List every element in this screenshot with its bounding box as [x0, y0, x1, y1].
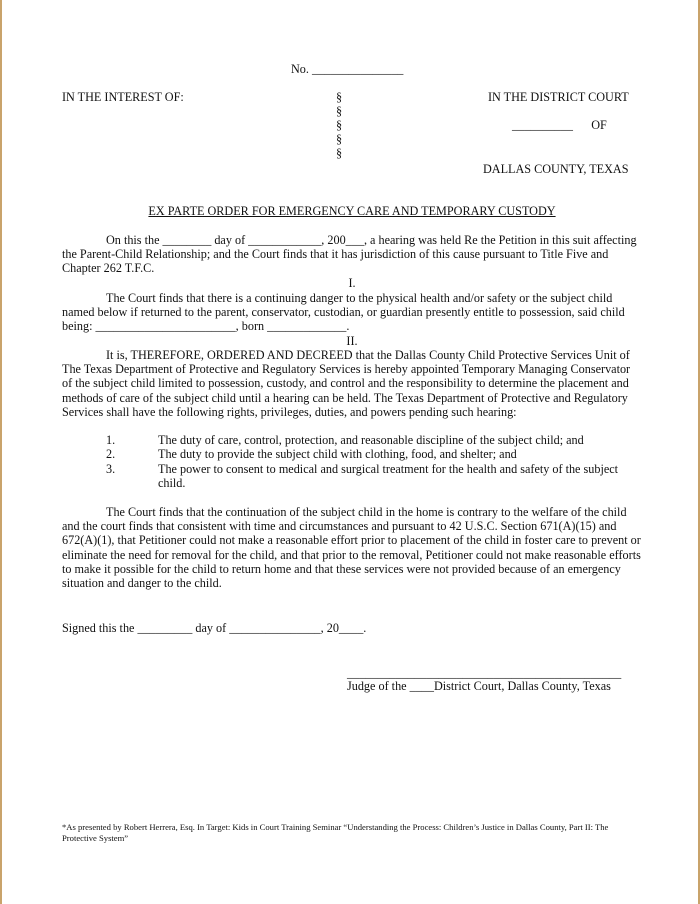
section-symbol: §	[336, 104, 343, 118]
signature-line: _____________________________________________	[347, 666, 622, 680]
document-title: EX PARTE ORDER FOR EMERGENCY CARE AND TEMPORARY CUSTODY	[148, 204, 556, 218]
paragraph-danger-finding: The Court finds that there is a continuing danger to the physical health and/or safety or the subject child named below if returned to the parent, conservator, custodian, or guardian presently entitle to possession, said child being: _______________________, born _____________.	[62, 291, 625, 334]
section-heading-two: II.	[346, 334, 358, 348]
judge-signature-label: Judge of the ____District Court, Dallas County, Texas	[347, 679, 611, 693]
list-item-number: 2.	[106, 447, 116, 461]
section-symbol: §	[336, 146, 343, 160]
list-item-number: 3.	[106, 462, 116, 476]
signed-date-line: Signed this the _________ day of _______________, 20____.	[62, 621, 367, 635]
section-heading-one: I.	[348, 276, 356, 290]
paragraph-welfare-finding: The Court finds that the continuation of the subject child in the home is contrary to the welfare of the child and the court finds that consistent with time and circumstances and pursuant to 42 U.S.C. Section 671(A)(15) and 672(A)(1), that Petitioner could not make a reasonable effort prior to placement of the child in foster care to prevent or eliminate the need for removal for the child, and that prior to the removal, Petitioner could not make reasonable efforts to make it possible for the child to return home and that these services were not provided because of an emergency situation and danger to the child.	[62, 505, 641, 591]
paragraph-hearing: On this the ________ day of ____________, 200___, a hearing was held Re the Petition in this suit affecting the Parent-Child Relationship; and the Court finds that it has jurisdiction of this cause pursuant to Title Five and Chapter 262 T.F.C.	[62, 233, 637, 276]
footnote: *As presented by Robert Herrera, Esq. In Target: Kids in Court Training Seminar “Understanding the Process: Children’s Justice in Dallas County, Part II: The Protective System”	[62, 822, 609, 843]
court-of-line: __________ OF	[512, 118, 607, 132]
county-name: DALLAS COUNTY, TEXAS	[483, 162, 629, 176]
list-item-text: The power to consent to medical and surgical treatment for the health and safety of the subject child.	[158, 462, 619, 491]
list-item-text: The duty to provide the subject child with clothing, food, and shelter; and	[158, 447, 517, 461]
list-item-number: 1.	[106, 433, 116, 447]
section-symbol: §	[336, 90, 343, 104]
list-item-text: The duty of care, control, protection, and reasonable discipline of the subject child; and	[158, 433, 584, 447]
paragraph-order: It is, THEREFORE, ORDERED AND DECREED that the Dallas County Child Protective Services Unit of The Texas Department of Protective and Regulatory Services is hereby appointed Temporary Managing Conservator of the subject child limited to possession, custody, and control and the responsibility to determine the placement and methods of care of the subject child until a hearing can be held. The Texas Department of Protective and Regulatory Services shall have the following rights, privileges, duties, and powers pending such hearing:	[62, 348, 631, 419]
section-symbol: §	[336, 132, 343, 146]
in-the-interest-of: IN THE INTEREST OF:	[62, 90, 184, 104]
section-symbol: §	[336, 118, 343, 132]
case-number: No. _______________	[291, 62, 404, 76]
court-name: IN THE DISTRICT COURT	[488, 90, 629, 104]
